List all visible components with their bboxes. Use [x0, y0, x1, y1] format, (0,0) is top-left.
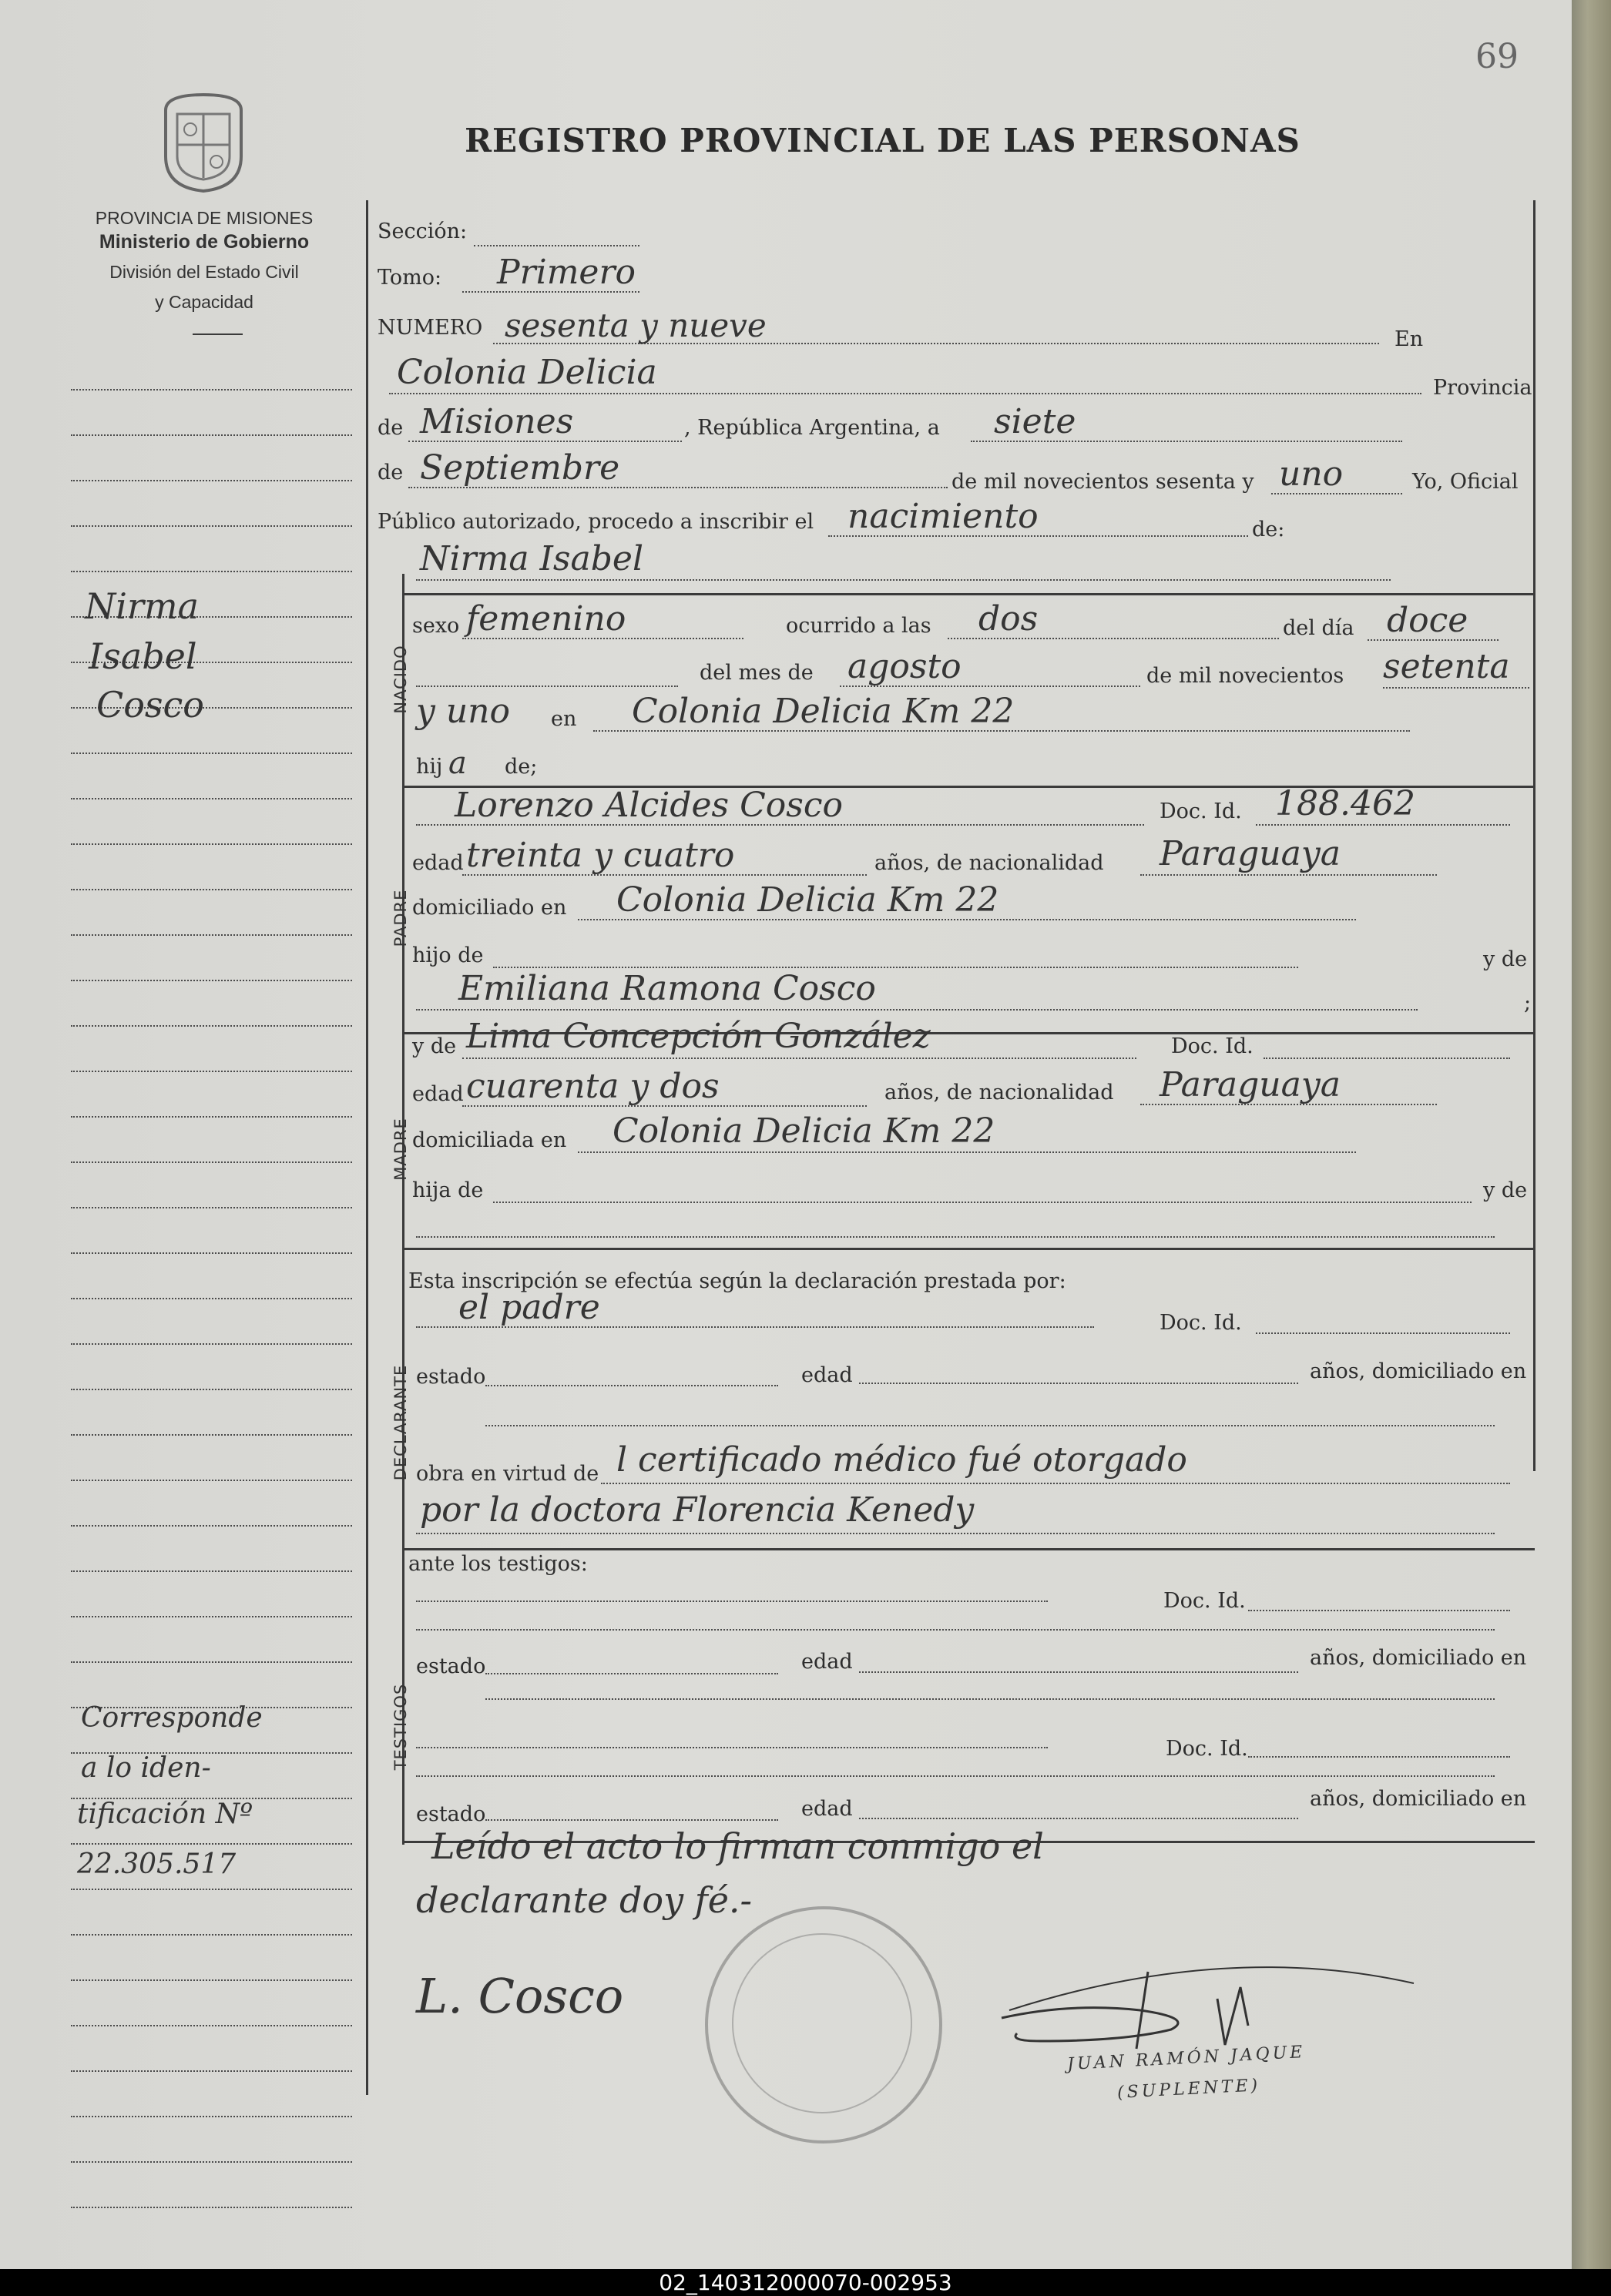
field-line	[493, 967, 1298, 968]
label-hijo-de: hijo de	[412, 944, 484, 967]
margin-rule	[71, 434, 352, 436]
field-line	[485, 1698, 1495, 1700]
margin-rule	[71, 798, 352, 799]
label-de-semi: de;	[505, 755, 538, 779]
value-padre-edad: treinta y cuatro	[466, 836, 735, 875]
margin-rule	[71, 1525, 352, 1527]
label-ocurrido: ocurrido a las	[786, 614, 931, 638]
margin-rule	[71, 1116, 352, 1118]
label-semicolon: ;	[1524, 991, 1532, 1015]
value-sexo: femenino	[466, 599, 626, 639]
field-line	[601, 1483, 1510, 1484]
margin-rule	[71, 389, 352, 390]
section-frame-line	[402, 574, 404, 1845]
label-edad2: edad	[412, 1082, 464, 1106]
label-anos-dom: años, domiciliado en	[1310, 1359, 1527, 1383]
label-del-dia: del día	[1283, 616, 1354, 640]
label-esta-inscripcion: Esta inscripción se efectúa según la declaración prestada por:	[408, 1269, 1066, 1293]
field-line	[389, 393, 1421, 394]
margin-rule	[71, 525, 352, 527]
label-de2: de	[378, 461, 404, 484]
field-line	[416, 1236, 1495, 1238]
value-y-de-madre: Lima Concepción González	[466, 1017, 931, 1056]
field-line	[416, 579, 1391, 581]
field-line	[1264, 1058, 1510, 1059]
value-numero: sesenta y nueve	[505, 307, 767, 344]
section-label-madre: MADRE	[391, 1118, 410, 1181]
label-edad: edad	[412, 851, 464, 875]
label-hija-de: hija de	[412, 1178, 484, 1202]
field-line	[1383, 687, 1529, 689]
field-line	[1248, 1610, 1510, 1611]
value-cierre2: declarante doy fé.-	[416, 1879, 753, 1921]
label-hij: hij	[416, 755, 443, 779]
margin-rule	[71, 2116, 352, 2117]
authority-ministry: Ministerio de Gobierno	[99, 231, 310, 253]
margin-rule	[71, 889, 352, 890]
field-line	[462, 1058, 1136, 1059]
margin-rule	[71, 1616, 352, 1617]
margin-rule	[71, 752, 352, 754]
margin-rule	[71, 2070, 352, 2072]
field-line	[578, 1151, 1356, 1153]
label-anos-nac2: años, de nacionalidad	[884, 1081, 1114, 1104]
label-anos-nac: años, de nacionalidad	[874, 851, 1104, 875]
field-line	[1256, 824, 1510, 826]
margin-rule	[71, 934, 352, 936]
section-divider	[402, 1548, 1535, 1550]
label-anos-dom3: años, domiciliado en	[1310, 1787, 1527, 1811]
label-de-colon: de:	[1252, 518, 1285, 541]
label-mil: de mil novecientos sesenta y	[951, 470, 1254, 494]
field-line	[485, 1425, 1495, 1426]
margin-rule	[71, 1434, 352, 1436]
margin-rule	[71, 1570, 352, 1572]
authority-rule	[193, 334, 243, 335]
field-line	[1256, 1332, 1510, 1334]
label-y-de2: y de	[412, 1034, 457, 1058]
field-line	[1140, 874, 1437, 876]
value-anio-nac2: y uno	[416, 692, 511, 731]
label-sexo: sexo	[412, 614, 460, 638]
value-lugar-nac: Colonia Delicia Km 22	[632, 692, 1015, 731]
value-oficial-cargo: (SUPLENTE)	[1116, 2076, 1261, 2103]
margin-rule	[71, 1071, 352, 1072]
margin-rule	[71, 2025, 352, 2026]
margin-note-name3: Cosco	[96, 684, 204, 726]
value-obra2: por la doctora Florencia Kenedy	[420, 1490, 975, 1530]
label-edad4: edad	[801, 1650, 853, 1674]
official-stamp-inner	[732, 1933, 912, 2113]
field-line	[474, 245, 639, 246]
label-yo-oficial: Yo, Oficial	[1412, 470, 1519, 494]
field-line	[416, 685, 678, 687]
field-line	[416, 1747, 1048, 1748]
authority-capacity: y Capacidad	[155, 292, 253, 312]
label-doc-id5: Doc. Id.	[1166, 1737, 1248, 1761]
label-numero: NUMERO	[378, 316, 483, 340]
label-domiciliada-en: domiciliada en	[412, 1128, 567, 1152]
authority-province: PROVINCIA DE MISIONES	[95, 208, 314, 228]
field-line	[485, 1819, 778, 1821]
margin-rule	[71, 980, 352, 981]
field-line	[416, 1775, 1495, 1777]
field-line	[493, 1202, 1472, 1203]
signature-oficial-scribble	[994, 1956, 1425, 2087]
value-anio-nac1: setenta	[1383, 647, 1510, 686]
label-en: En	[1395, 327, 1424, 351]
value-madre-edad: cuarenta y dos	[466, 1067, 720, 1106]
label-republica: , República Argentina, a	[684, 416, 940, 440]
label-y-de: y de	[1483, 947, 1528, 971]
section-divider	[402, 593, 1535, 595]
image-id-caption: 02_140312000070-002953	[659, 2270, 952, 2295]
value-hora: dos	[978, 599, 1039, 639]
margin-note-corr2: a lo iden-	[81, 1752, 211, 1784]
value-padre-nac: Paraguaya	[1160, 834, 1341, 873]
label-ante: ante los testigos:	[408, 1552, 588, 1576]
field-line	[416, 1600, 1048, 1602]
label-anos-dom2: años, domiciliado en	[1310, 1646, 1527, 1670]
field-line	[859, 1818, 1298, 1819]
label-estado3: estado	[416, 1802, 486, 1826]
value-mes: Septiembre	[420, 448, 620, 488]
field-line	[859, 1671, 1298, 1673]
value-padre-dom: Colonia Delicia Km 22	[616, 880, 999, 920]
value-lugar: Colonia Delicia	[397, 353, 657, 392]
value-padre: Lorenzo Alcides Cosco	[455, 786, 843, 825]
label-edad5: edad	[801, 1797, 853, 1821]
label-estado2: estado	[416, 1654, 486, 1678]
margin-rule	[71, 2161, 352, 2163]
value-provincia: Misiones	[420, 402, 574, 441]
field-line	[485, 1673, 778, 1674]
value-dia-nac: doce	[1387, 601, 1468, 640]
margin-rule	[71, 1343, 352, 1345]
value-dia: siete	[994, 402, 1076, 441]
section-label-nacido: NACIDO	[391, 645, 410, 714]
label-tomo: Tomo:	[378, 266, 442, 290]
margin-rule	[71, 1843, 352, 1845]
value-madre: Emiliana Ramona Cosco	[458, 969, 876, 1008]
section-label-declarante: DECLARANTE	[391, 1364, 410, 1481]
label-de-mil: de mil novecientos	[1146, 664, 1344, 688]
value-acto: nacimiento	[847, 497, 1039, 536]
label-doc-id3: Doc. Id.	[1160, 1311, 1242, 1335]
label-provincia: Provincia	[1433, 376, 1532, 400]
margin-rule	[71, 571, 352, 572]
margin-rule	[71, 1025, 352, 1027]
label-y-de3: y de	[1483, 1178, 1528, 1202]
label-obra: obra en virtud de	[416, 1462, 599, 1486]
value-padre-doc: 188.462	[1275, 784, 1415, 823]
margin-rule	[71, 1979, 352, 1981]
margin-note-name1: Nirma	[85, 585, 199, 627]
margin-rule	[71, 2207, 352, 2208]
field-line	[416, 1533, 1495, 1534]
field-line	[416, 1629, 1495, 1631]
value-obra1: l certificado médico fué otorgado	[616, 1440, 1187, 1480]
value-madre-dom: Colonia Delicia Km 22	[613, 1111, 995, 1151]
label-doc-id: Doc. Id.	[1160, 799, 1242, 823]
margin-rule	[71, 1889, 352, 1890]
value-mes-nac: agosto	[847, 647, 962, 686]
margin-rule	[71, 1252, 352, 1254]
document-title: REGISTRO PROVINCIAL DE LAS PERSONAS	[465, 122, 1301, 159]
label-en2: en	[551, 707, 577, 731]
margin-rule	[71, 1207, 352, 1208]
field-line	[859, 1383, 1298, 1384]
value-madre-nac: Paraguaya	[1160, 1065, 1341, 1104]
value-tomo: Primero	[497, 253, 636, 292]
authority-division: División del Estado Civil	[109, 262, 299, 282]
value-cierre1: Leído el acto lo firman conmigo el	[431, 1825, 1044, 1867]
value-oficial-nombre: JUAN RAMÓN JAQUE	[1066, 2042, 1306, 2075]
label-publico: Público autorizado, procedo a inscribir el	[378, 510, 814, 534]
margin-rule	[71, 1161, 352, 1163]
margin-rule	[71, 1389, 352, 1390]
label-estado: estado	[416, 1365, 486, 1389]
margin-rule	[71, 1934, 352, 1936]
margin-rule	[71, 480, 352, 481]
coat-of-arms-icon	[158, 91, 249, 195]
field-line	[485, 1385, 778, 1386]
page-number: 69	[1475, 37, 1519, 76]
value-declarante: el padre	[458, 1288, 600, 1327]
value-anio: uno	[1279, 454, 1344, 494]
margin-rule	[71, 1298, 352, 1299]
label-doc-id2: Doc. Id.	[1171, 1034, 1254, 1058]
label-edad3: edad	[801, 1363, 853, 1387]
margin-frame-line	[366, 200, 368, 2095]
margin-note-corr4: 22.305.517	[77, 1849, 237, 1880]
margin-note-corr3: tificación Nº	[77, 1798, 253, 1830]
margin-note-corr1: Corresponde	[81, 1702, 263, 1734]
margin-rule	[71, 843, 352, 845]
section-label-testigos: TESTIGOS	[391, 1683, 410, 1771]
section-divider	[402, 1248, 1535, 1250]
value-hija-suffix: a	[448, 746, 467, 781]
value-nombre: Nirma Isabel	[420, 539, 644, 578]
book-binding	[1572, 0, 1611, 2269]
section-label-padre: PADRE	[391, 889, 410, 947]
label-del-mes: del mes de	[700, 661, 814, 685]
field-line	[1248, 1756, 1510, 1758]
label-domiciliado-en: domiciliado en	[412, 896, 567, 920]
label-seccion: Sección:	[378, 220, 468, 243]
label-doc-id4: Doc. Id.	[1163, 1589, 1246, 1613]
margin-rule	[71, 1661, 352, 1663]
label-de: de	[378, 416, 404, 440]
field-line	[416, 1009, 1418, 1011]
margin-rule	[71, 1480, 352, 1481]
signature-declarante: L. Cosco	[416, 1968, 624, 2024]
margin-note-name2: Isabel	[89, 635, 197, 677]
right-frame-line	[1533, 200, 1535, 1471]
